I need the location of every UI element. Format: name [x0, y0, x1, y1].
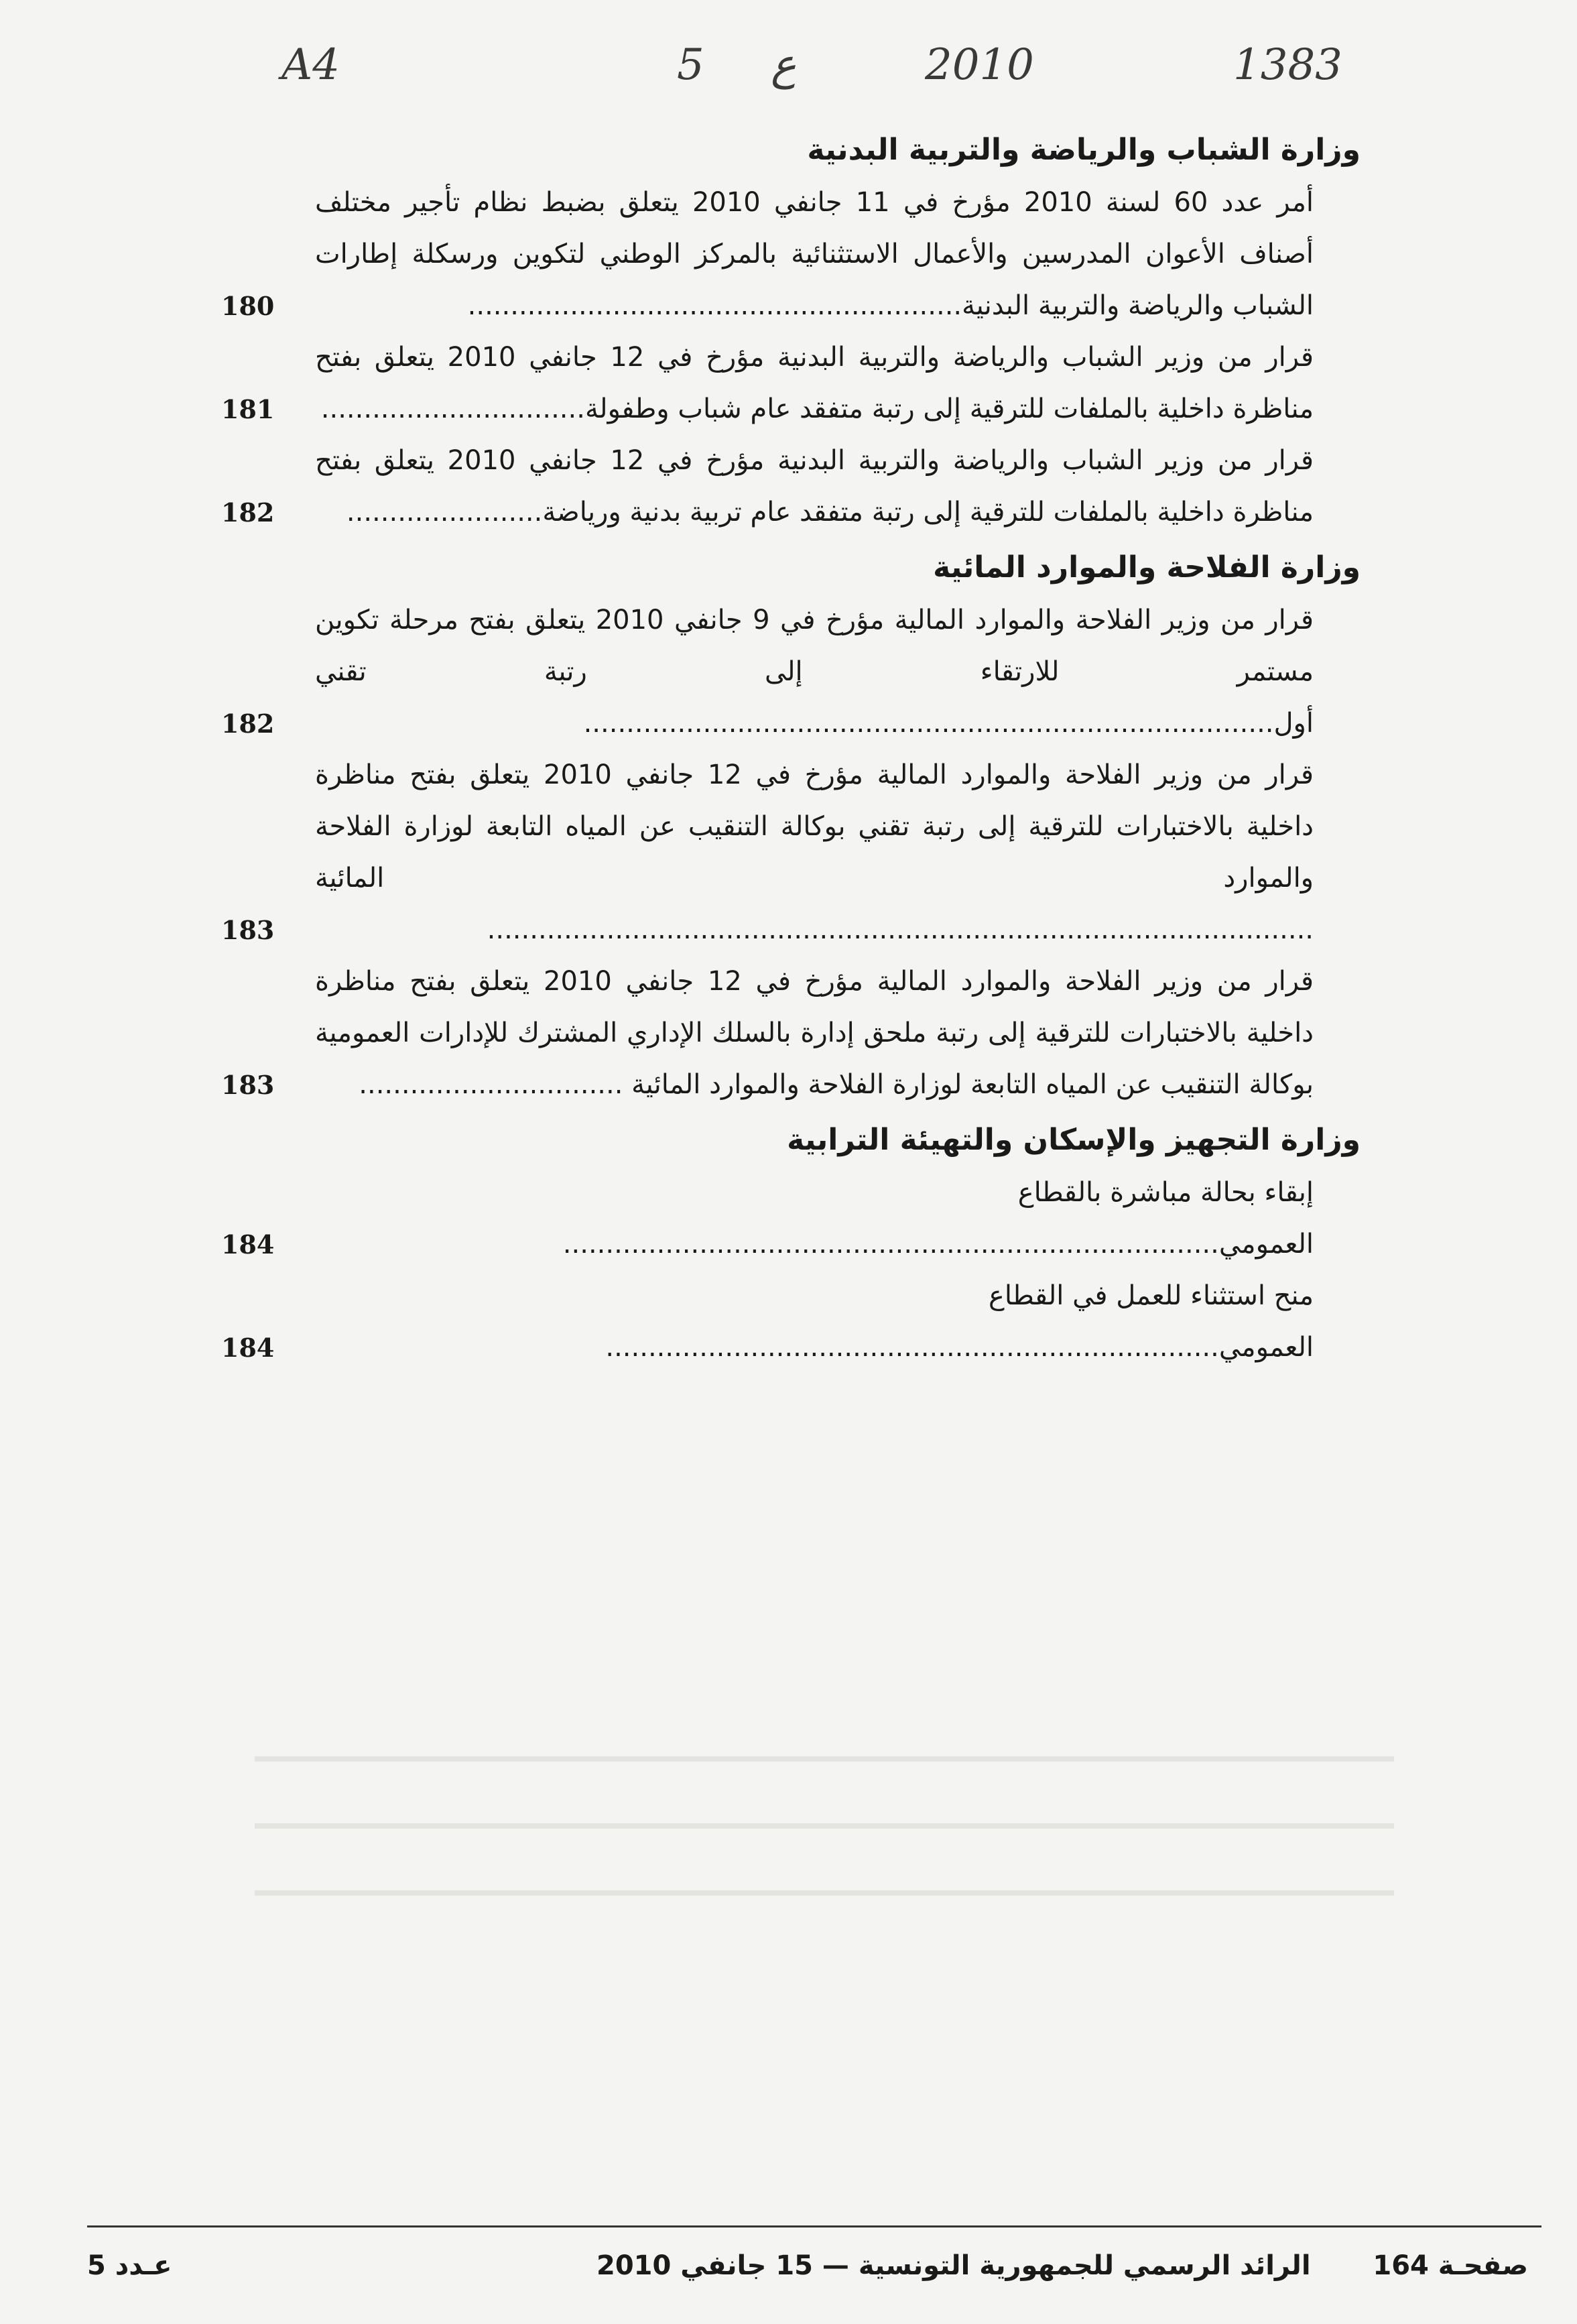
- entry-text: قرار من وزير الشباب والرياضة والتربية البدنية مؤرخ في 12 جانفي 2010 يتعلق بفتح مناظرة داخلية بالملفات للترقية إلى رتبة متفقد عام شباب وطفولة...............................: [315, 342, 1314, 424]
- page-number: 183: [221, 915, 275, 945]
- page-number: 181: [221, 394, 275, 424]
- entry-text: قرار من وزير الشباب والرياضة والتربية البدنية مؤرخ في 12 جانفي 2010 يتعلق بفتح مناظرة داخلية بالملفات للترقية إلى رتبة متفقد عام تربية بدنية ورياضة.......................: [315, 445, 1314, 528]
- handwritten-note: 2010: [925, 40, 1034, 90]
- bleed-through-line: [255, 1890, 1394, 1896]
- handwritten-note: 5: [677, 40, 704, 90]
- entry-text: قرار من وزير الفلاحة والموارد المالية مؤرخ في 9 جانفي 2010 يتعلق بفتح مرحلة تكوين مستمر للارتقاء إلى رتبة تقني أول.................................................................................: [315, 605, 1314, 739]
- toc-entry: [208, 956, 1361, 1111]
- page-number: 180: [221, 291, 275, 321]
- toc-entry: [208, 595, 1361, 749]
- toc-entry: [208, 332, 1361, 435]
- page-number: 184: [221, 1229, 275, 1260]
- entry-text: قرار من وزير الفلاحة والموارد المالية مؤرخ في 12 جانفي 2010 يتعلق بفتح مناظرة داخلية بالاختبارات للترقية إلى رتبة ملحق إدارة بالسلك الإداري المشترك للإدارات العمومية بوكالة التنقيب عن المياه التابعة لوزارة الفلاحة والموارد المائية ...............................: [315, 966, 1314, 1100]
- toc-entry: [208, 1167, 1361, 1270]
- toc-entry: [208, 1270, 1361, 1373]
- page-number: 183: [221, 1070, 275, 1100]
- toc-entry: [208, 435, 1361, 538]
- handwritten-note: A4: [281, 40, 340, 90]
- handwritten-note: 1383: [1233, 40, 1342, 90]
- page-number: 182: [221, 709, 275, 739]
- footer-page-number: صفحـة 164: [1373, 2250, 1528, 2281]
- handwritten-note: ع: [771, 40, 797, 90]
- entry-text: أمر عدد 60 لسنة 2010 مؤرخ في 11 جانفي 2010 يتعلق بضبط نظام تأجير مختلف أصناف الأعوان المدرسين والأعمال الاستثنائية بالمركز الوطني لتكوين ورسكلة إطارات الشباب والرياضة والتربية البدنية..........................................................: [315, 187, 1314, 321]
- bleed-through-line: [255, 1823, 1394, 1829]
- issue-number: عـدد 5: [87, 2250, 172, 2281]
- bleed-through-line: [255, 1756, 1394, 1762]
- section-title: وزارة الشباب والرياضة والتربية البدنية: [807, 133, 1361, 167]
- entry-text: قرار من وزير الفلاحة والموارد المالية مؤرخ في 12 جانفي 2010 يتعلق بفتح مناظرة داخلية بالاختبارات للترقية إلى رتبة تقني بوكالة التنقيب عن المياه التابعة لوزارة الفلاحة والموارد المائية .................................................................................................: [315, 759, 1314, 945]
- section-title: وزارة التجهيز والإسكان والتهيئة الترابية: [787, 1123, 1361, 1157]
- toc-entry: [208, 177, 1361, 332]
- footer-rule: [87, 2225, 1541, 2227]
- table-of-contents: [208, 121, 1361, 1373]
- page-number: 182: [221, 497, 275, 528]
- page-number: 184: [221, 1333, 275, 1363]
- page-footer: [87, 2246, 1541, 2299]
- entry-text: إبقاء بحالة مباشرة بالقطاع العمومي.............................................................................: [562, 1177, 1314, 1260]
- section-title: وزارة الفلاحة والموارد المائية: [933, 550, 1361, 585]
- toc-entry: [208, 749, 1361, 956]
- gazette-title: الرائد الرسمي للجمهورية التونسية — 15 جانفي 2010: [596, 2250, 1311, 2281]
- entry-text: منح استثناء للعمل في القطاع العمومي........................................................................: [605, 1280, 1314, 1363]
